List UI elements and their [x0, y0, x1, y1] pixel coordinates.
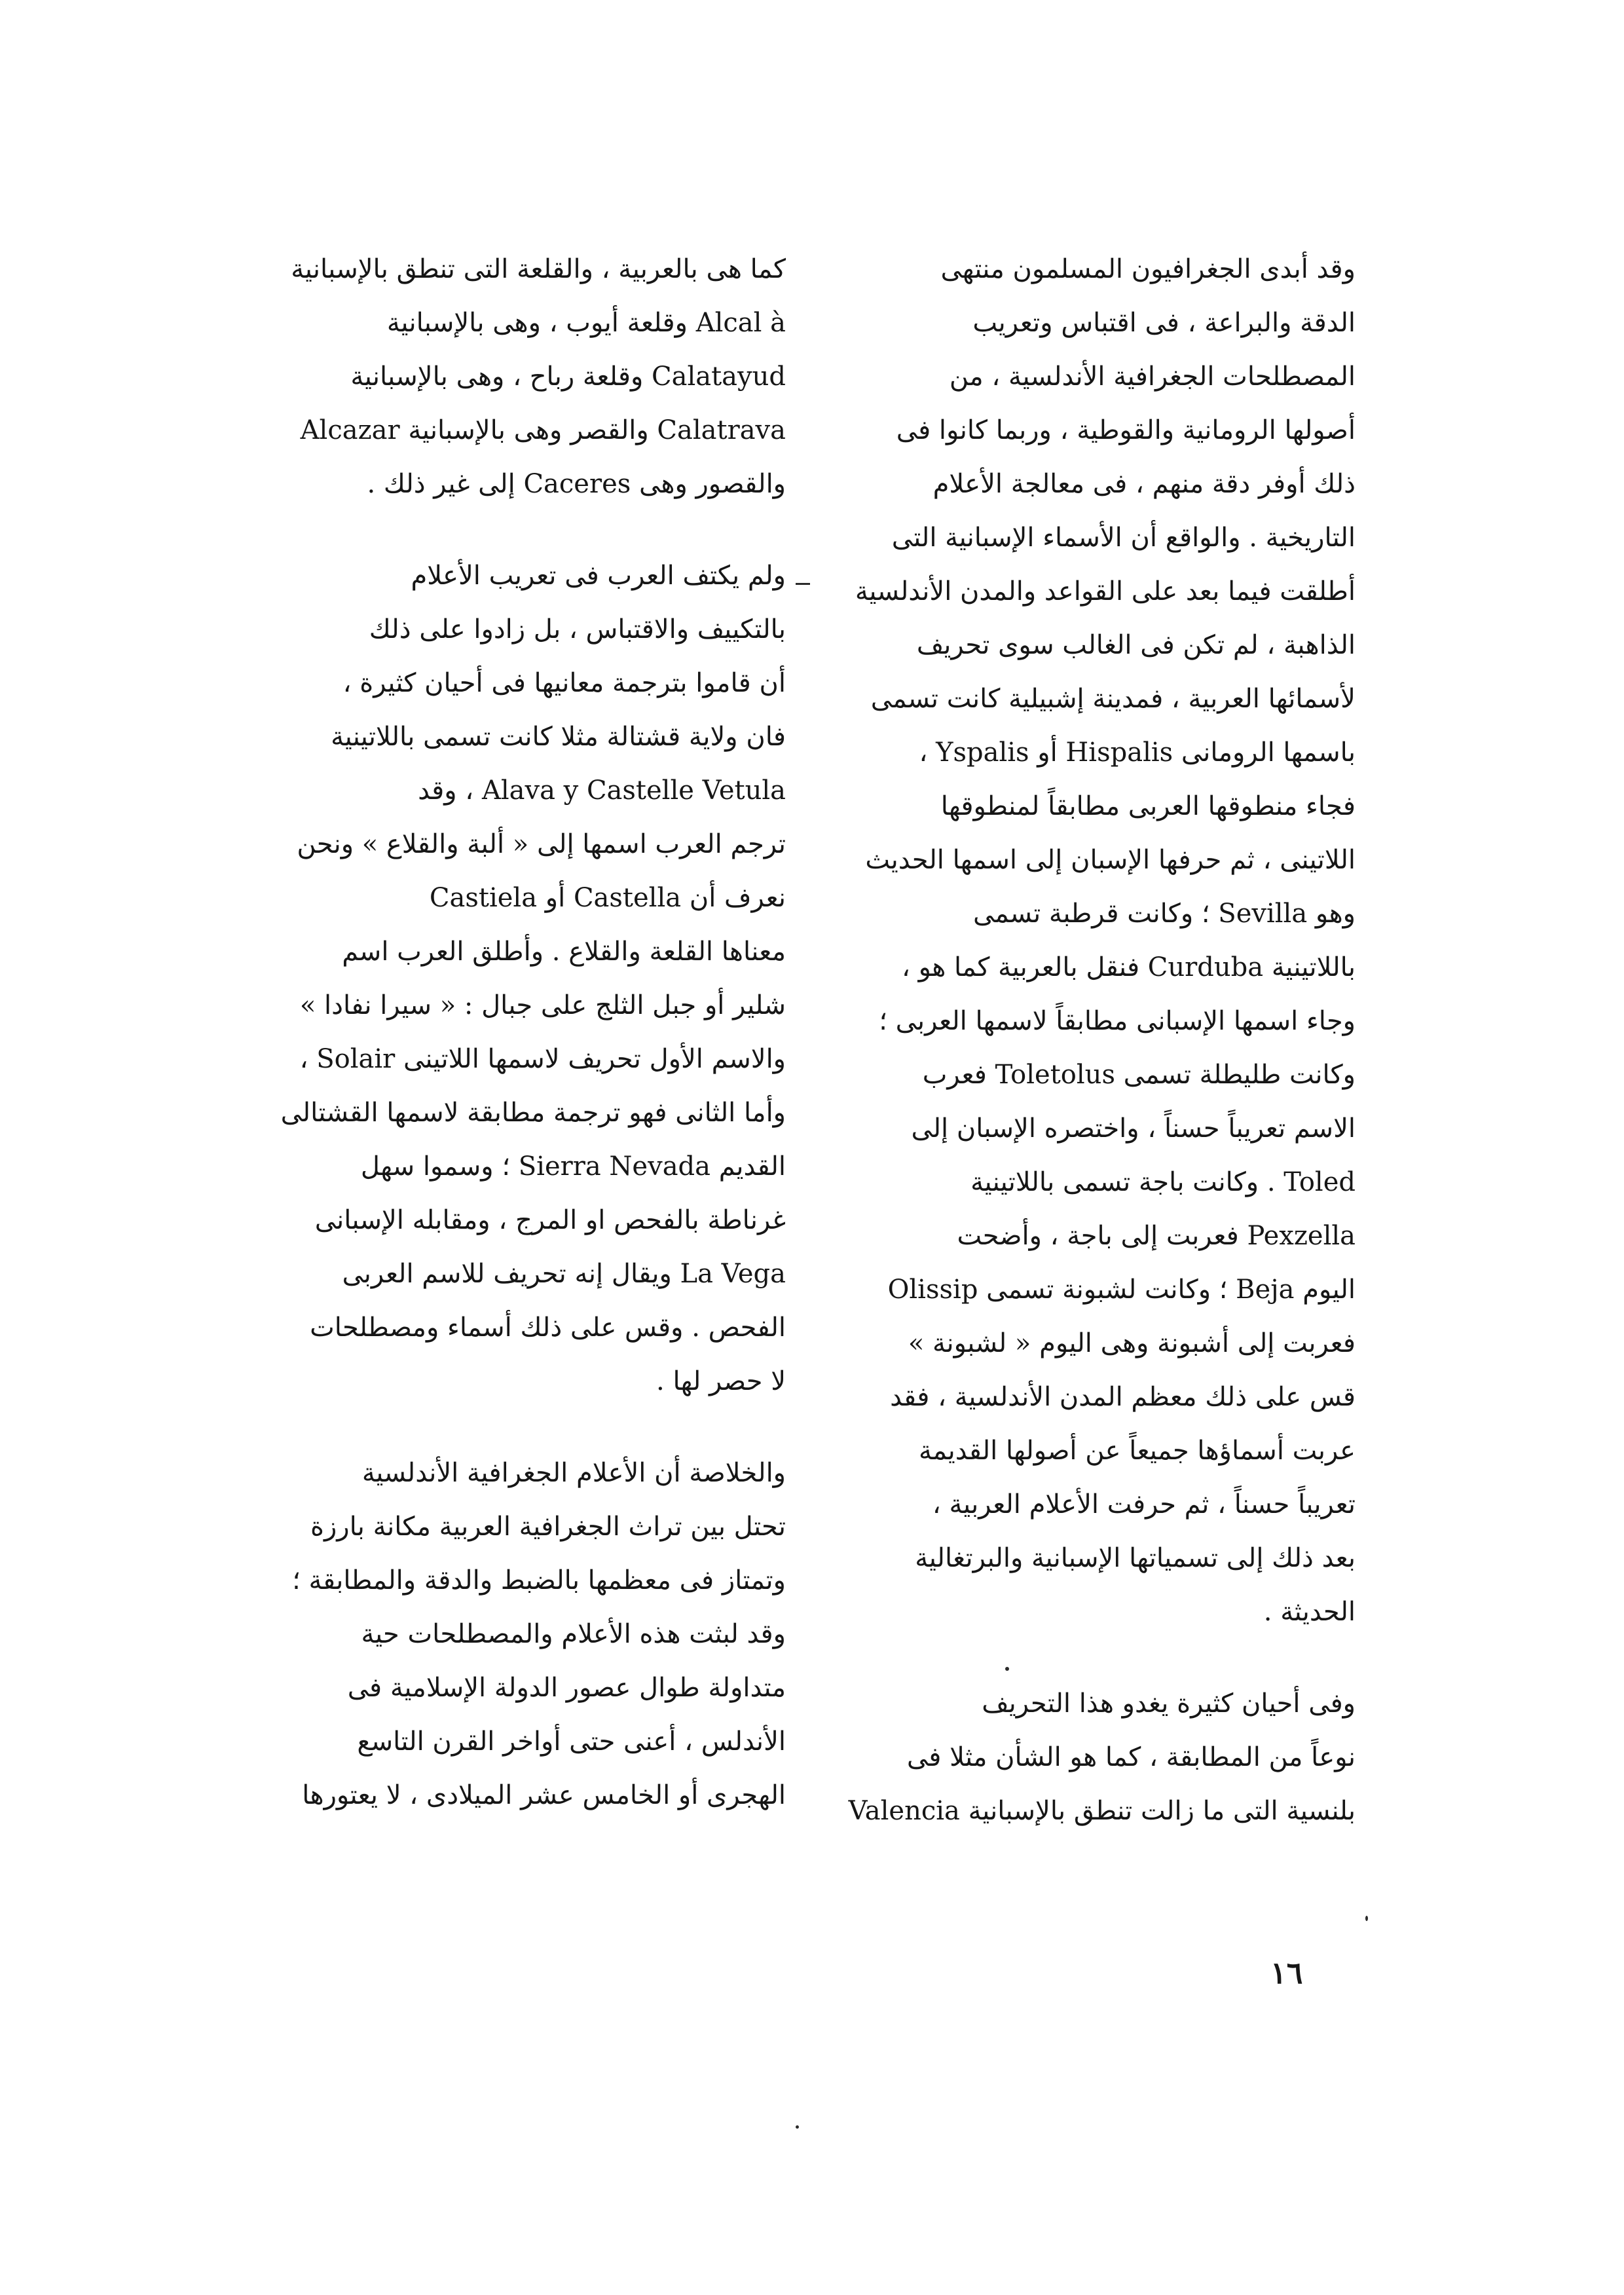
text-line: فان ولاية قشتالة مثلا كانت تسمى باللاتينية	[331, 722, 786, 752]
text-line: La Vega ويقال إنه تحريف للاسم العربى	[342, 1259, 786, 1289]
text-line: بعد ذلك إلى تسمياتها الإسبانية والبرتغالية	[915, 1543, 1356, 1573]
text-line: متداولة طوال عصور الدولة الإسلامية فى	[347, 1673, 786, 1703]
text-line: ترجم العرب اسمها إلى « ألبة والقلاع » ونحن	[297, 829, 786, 859]
text-line: أصولها الرومانية والقوطية ، وربما كانوا فى	[896, 415, 1356, 445]
text-line: شلير أو جبل الثلج على جبال : « سيرا نفادا »	[299, 990, 786, 1020]
text-line: القديم Sierra Nevada ؛ وسموا سهل	[360, 1151, 786, 1182]
text-line: الاسم تعريباً حسناً ، واختصره الإسبان إلى	[911, 1113, 1356, 1144]
text-line: ذلك أوفر دقة منهم ، فى معالجة الأعلام	[932, 469, 1356, 499]
text-line: باسمها الرومانى Hispalis أو Yspalis ،	[919, 737, 1356, 768]
page-number: ١٦	[1270, 1955, 1303, 1990]
text-line: لا حصر لها .	[656, 1366, 786, 1396]
paragraph-gap	[242, 1408, 786, 1446]
text-line: لأسمائها العربية ، فمدينة إشبيلية كانت تسمى	[870, 684, 1356, 714]
paragraph-3	[242, 1446, 786, 1822]
text-line: Alava y Castelle Vetula ، وقد	[418, 775, 786, 806]
text-line: وأما الثانى فهو ترجمة مطابقة لاسمها القشتالى	[280, 1098, 786, 1128]
text-line: اللاتينى ، ثم حرفها الإسبان إلى اسمها الحديث	[865, 845, 1356, 875]
text-line: والاسم الأول تحريف لاسمها اللاتينى Solair ،	[299, 1044, 786, 1074]
text-line: Pexzella فعربت إلى باجة ، وأضحت	[957, 1221, 1356, 1251]
paragraph-1	[242, 242, 786, 511]
text-line: فجاء منطوقها العربى مطابقاً لمنطوقها	[940, 791, 1356, 821]
text-line: غرناطة بالفحص او المرج ، ومقابله الإسبانى	[314, 1205, 786, 1235]
text-line: التاريخية . والواقع أن الأسماء الإسبانية التى	[891, 523, 1356, 553]
paragraph-gap	[242, 511, 786, 549]
text-line: الفحص . وقس على ذلك أسماء ومصطلحات	[310, 1313, 786, 1343]
paragraph-gap	[812, 1639, 1356, 1677]
text-line: Calatayud وقلعة رباح ، وهى بالإسبانية	[350, 362, 786, 392]
text-line: Alcal à وقلعة أيوب ، وهى بالإسبانية	[386, 308, 786, 338]
scan-speck	[796, 2125, 799, 2129]
text-line: Toled . وكانت باجة تسمى باللاتينية	[970, 1167, 1356, 1197]
text-line: الهجرى أو الخامس عشر الميلادى ، لا يعتورها	[302, 1780, 786, 1810]
text-line: عربت أسماؤها جميعاً عن أصولها القديمة	[919, 1436, 1356, 1466]
text-line: Calatrava والقصر وهى بالإسبانية Alcazar	[300, 415, 786, 445]
text-line: وتمتاز فى معظمها بالضبط والدقة والمطابقة ؛	[292, 1565, 786, 1595]
text-line: باللاتينية Curduba فنقل بالعربية كما هو ،	[901, 952, 1356, 982]
text-line: اليوم Beja ؛ وكانت لشبونة تسمى Olissip	[887, 1275, 1356, 1305]
text-line: نعرف أن Castella أو Castiela	[429, 883, 786, 913]
left-column	[242, 242, 786, 1822]
text-line: الحديثة .	[1263, 1597, 1356, 1627]
text-line: بلنسية التى ما زالت تنطق بالإسبانية Valencia	[848, 1796, 1356, 1826]
text-line: معناها القلعة والقلاع . وأطلق العرب اسم	[342, 937, 786, 967]
text-line: الأندلس ، أعنى حتى أواخر القرن التاسع	[357, 1726, 786, 1757]
text-line: نوعاً من المطابقة ، كما هو الشأن مثلا فى	[906, 1742, 1356, 1772]
text-line: والخلاصة أن الأعلام الجغرافية الأندلسية	[361, 1458, 786, 1488]
text-line: وفى أحيان كثيرة يغدو هذا التحريف	[982, 1689, 1356, 1719]
text-line: وقد أبدى الجغرافيون المسلمون منتهى	[940, 254, 1356, 284]
text-line: أطلقت فيما بعد على القواعد والمدن الأندلسية	[855, 576, 1356, 606]
text-line: كما هى بالعربية ، والقلعة التى تنطق بالإسبانية	[291, 254, 786, 284]
text-line: ولم يكتف العرب فى تعريب الأعلام	[411, 561, 786, 591]
scan-speck	[1005, 1667, 1009, 1671]
text-line: تعريباً حسناً ، ثم حرفت الأعلام العربية ،	[932, 1489, 1356, 1520]
paragraph-1	[812, 242, 1356, 1639]
text-line: وهو Sevilla ؛ وكانت قرطبة تسمى	[972, 899, 1356, 929]
scan-speck	[1365, 1916, 1368, 1921]
text-line: الدقة والبراعة ، فى اقتباس وتعريب	[972, 308, 1356, 338]
text-line: وجاء اسمها الإسبانى مطابقاً لاسمها العربى ؛	[879, 1006, 1356, 1036]
text-line: فعربت إلى أشبونة وهى اليوم « لشبونة »	[908, 1328, 1356, 1358]
paragraph-2	[812, 1677, 1356, 1838]
text-line: الذاهبة ، لم تكن فى الغالب سوى تحريف	[916, 630, 1356, 660]
text-line: وكانت طليطلة تسمى Toletolus فعرب	[922, 1060, 1356, 1090]
text-line: أن قاموا بترجمة معانيها فى أحيان كثيرة ،	[342, 668, 786, 698]
text-line: قس على ذلك معظم المدن الأندلسية ، فقد	[890, 1382, 1356, 1412]
text-line: وقد لبثت هذه الأعلام والمصطلحات حية	[361, 1619, 786, 1649]
text-line: بالتكييف والاقتباس ، بل زادوا على ذلك	[369, 614, 786, 644]
right-column	[812, 242, 1356, 1838]
text-line: تحتل بين تراث الجغرافية العربية مكانة بارزة	[310, 1512, 786, 1542]
text-line: والقصور وهى Caceres إلى غير ذلك .	[367, 469, 786, 499]
paragraph-2	[242, 549, 786, 1408]
text-line: المصطلحات الجغرافية الأندلسية ، من	[949, 362, 1356, 392]
scan-mark	[796, 583, 810, 585]
